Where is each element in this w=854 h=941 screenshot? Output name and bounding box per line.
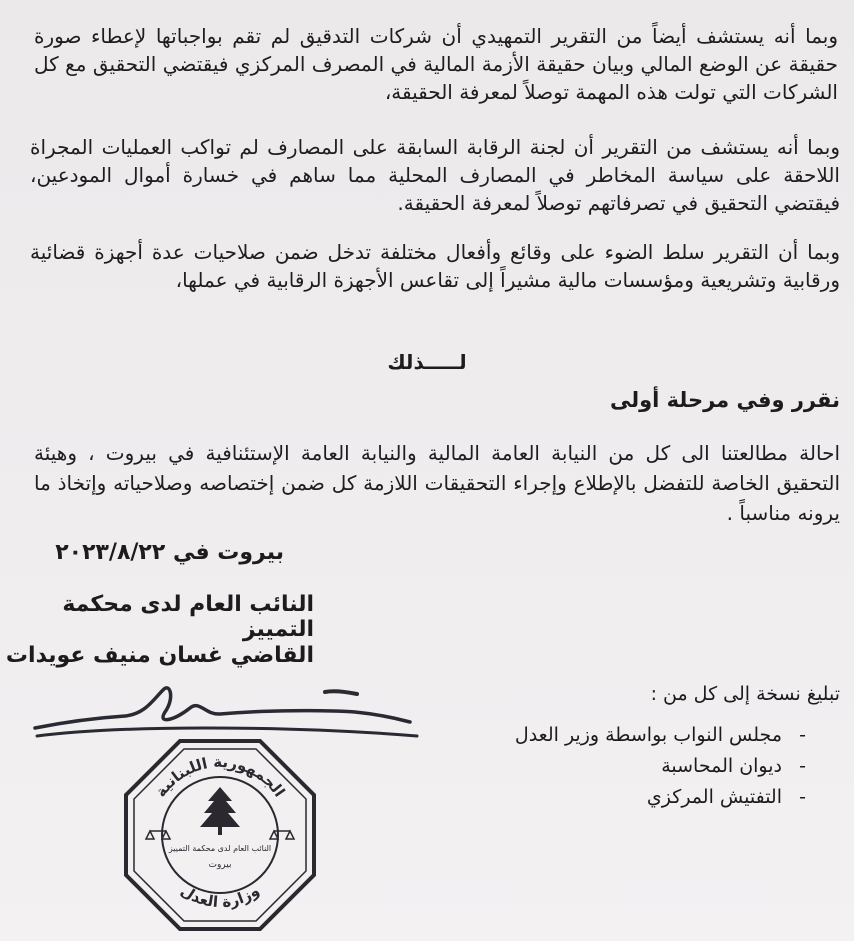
therefore-heading: لـــــذلك (387, 350, 467, 374)
copies-heading: تبليغ نسخة إلى كل من : (650, 683, 840, 705)
signature-date: بيروت في ٢٠٢٣/٨/٢٢ (55, 540, 284, 565)
copy-recipient: التفتيش المركزي (646, 786, 782, 808)
signature-name: القاضي غسان منيف عويدات (5, 643, 314, 668)
paragraph-referral: احالة مطالعتنا الى كل من النيابة العامة المالية والنيابة العامة الإستئنافية في بيروت ، وهيئة التحقيق الخاصة للتفضل بالإطلاع وإجراء التحقيقات اللازمة كل ضمن إختصاصه وصلاحياته وإتخاذ ما يرونه مناسباً . (34, 441, 840, 525)
stamp-top-text: الجمهورية اللبنانية (151, 752, 289, 801)
copies-list (515, 720, 806, 813)
decision-heading: نقرر وفي مرحلة أولى (609, 388, 840, 412)
official-stamp (120, 735, 320, 935)
stamp-bottom-text: وزارة العدل (177, 881, 263, 912)
list-item (515, 782, 806, 813)
signature-title: النائب العام لدى محكمة التمييز (62, 592, 314, 642)
list-item (515, 751, 806, 782)
stamp-center-line2: بيروت (208, 860, 232, 870)
list-item (515, 720, 806, 751)
copy-recipient: ديوان المحاسبة (661, 755, 782, 777)
list-dash: - (799, 724, 806, 746)
paragraph-report-scope: وبما أن التقرير سلط الضوء على وقائع وأفعال مختلفة تدخل ضمن صلاحيات عدة أجهزة قضائية ورقابية وتشريعية ومؤسسات مالية مشيراً إلى تقاعس الأجهزة الرقابية في عملها، (30, 240, 840, 292)
copy-recipient: مجلس النواب بواسطة وزير العدل (514, 724, 782, 746)
paragraph-banking-control: وبما أنه يستشف من التقرير أن لجنة الرقابة السابقة على المصارف لم تواكب العمليات المجراة اللاحقة على سياسة المخاطر في المصارف المحلية مما ساهم في خسارة أموال المودعين، فيقتضي التحقيق في تصرفاتهم توصلاً لمعرفة الحقيقة. (30, 135, 840, 215)
list-dash: - (799, 786, 806, 808)
cedar-icon (200, 787, 240, 835)
list-dash: - (799, 755, 806, 777)
stamp-center-line1: النائب العام لدى محكمة التمييز (168, 844, 272, 853)
paragraph-audit-firms: وبما أنه يستشف أيضاً من التقرير التمهيدي أن شركات التدقيق لم تقم بواجباتها لإعطاء صورة حقيقة عن الوضع المالي وبيان حقيقة الأزمة المالية في المصرف المركزي فيقتضي التحقيق مع كل الشركات التي تولت هذه المهمة توصلاً لمعرفة الحقيقة، (34, 24, 838, 104)
